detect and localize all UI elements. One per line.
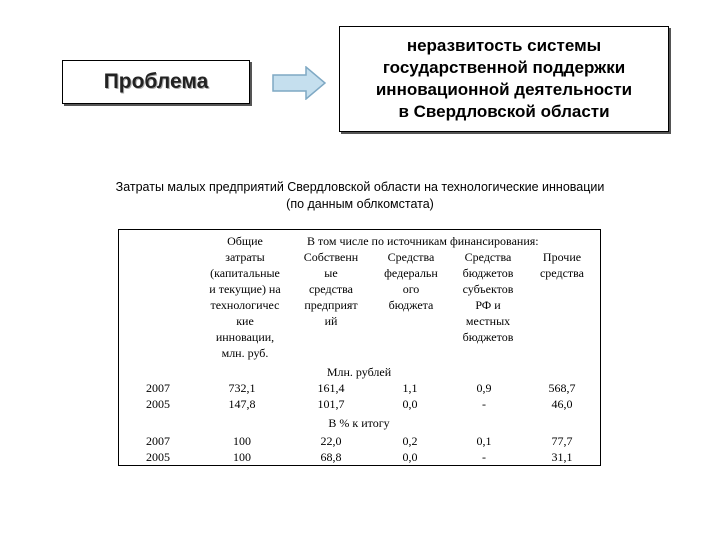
header-other-funds: Прочие средства [539, 250, 584, 280]
problem-label-box [62, 60, 250, 104]
statement-line: государственной поддержки [382, 58, 626, 77]
header-financing-sources: В том числе по источникам финансирования: [307, 234, 539, 248]
header-own-funds: Собственн ые средства предприят ий [303, 250, 359, 328]
header-total-costs: Общие затраты (капитальные и текущие) на технологичес кие инновации, млн. руб. [209, 234, 281, 360]
statement-line: в Свердловской области [398, 102, 610, 121]
header-federal-budget: Средства федеральн ого бюджета [384, 250, 438, 312]
innovation-costs-table: Общие затраты (капитальные и текущие) на технологичес кие инновации, млн. руб. В том числе по источникам финансирования: Собственн ые средства предприят ий Средства федеральн ого бюджета Средства бюджетов субъектов РФ и местных бюджетов Прочие средства Млн. рублей 2007 732,1 161,4 1,1 0,9 568,7 2005 147,8 101,7 0,0 - 46,0 В % к итогу 2007 100 22,0 0,2 0,1 77,7 2005 100 68,8 0,0 - 31,1 [118, 229, 601, 466]
section-label-million-rubles: Млн. рублей [326, 365, 392, 379]
statement-line: неразвитость системы [406, 36, 602, 55]
right-arrow-icon [272, 66, 326, 100]
problem-statement-box [339, 26, 669, 132]
caption-line: (по данным облкомстата) [286, 197, 434, 211]
caption-line: Затраты малых предприятий Свердловской области на технологические инновации [115, 180, 605, 194]
problem-label: Проблема [103, 70, 209, 93]
section-label-percent-of-total: В % к итогу [328, 416, 390, 430]
table-caption [60, 179, 660, 213]
header-regional-budget: Средства бюджетов субъектов РФ и местных бюджетов [462, 250, 514, 344]
statement-line: инновационной деятельности [375, 80, 633, 99]
